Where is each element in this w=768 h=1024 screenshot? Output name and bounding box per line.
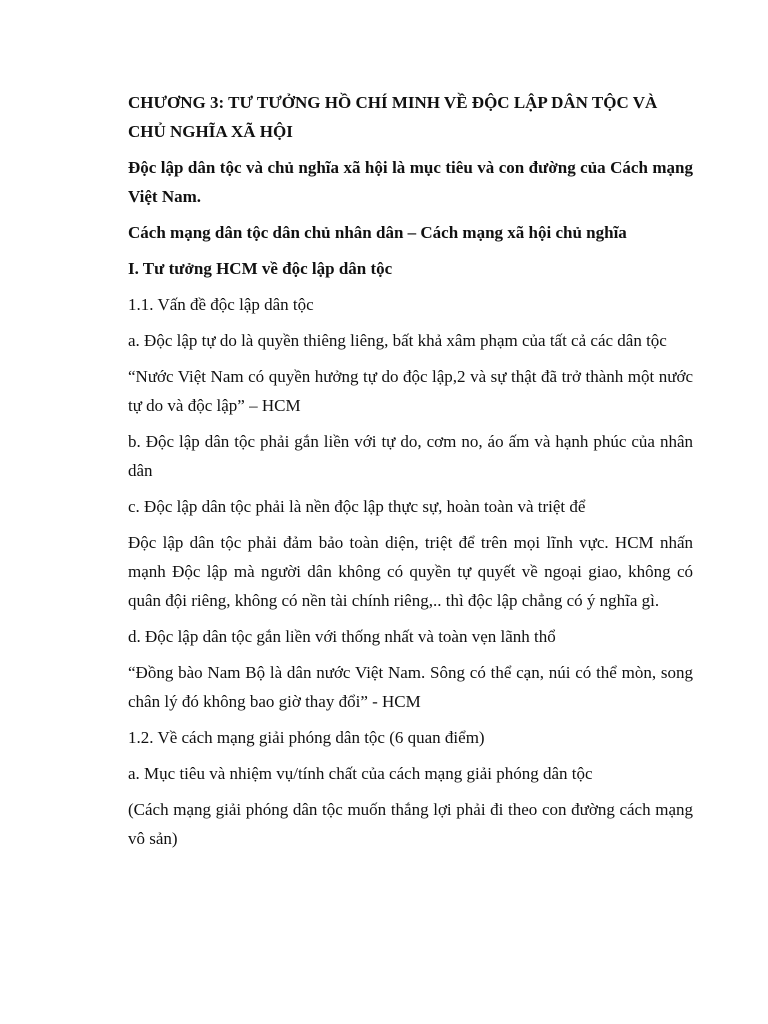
section-heading-1: I. Tư tưởng HCM về độc lập dân tộc <box>128 259 393 278</box>
quote-southern-compatriots: “Đồng bào Nam Bộ là dân nước Việt Nam. Sông có thể cạn, núi có thể mòn, song chân lý đó không bao giờ thay đổi” - HCM <box>128 663 693 711</box>
point-b-freedom: b. Độc lập dân tộc phải gắn liền với tự do, cơm no, áo ấm và hạnh phúc của nhân dân <box>128 432 693 480</box>
paragraph-proletarian-path: (Cách mạng giải phóng dân tộc muốn thắng lợi phải đi theo con đường cách mạng vô sản) <box>128 800 693 848</box>
point-d-territorial-unity: d. Độc lập dân tộc gắn liền với thống nhất và toàn vẹn lãnh thổ <box>128 627 556 646</box>
revolution-phases-heading: Cách mạng dân tộc dân chủ nhân dân – Cách mạng xã hội chủ nghĩa <box>128 223 627 242</box>
point-c-true-independence: c. Độc lập dân tộc phải là nền độc lập thực sự, hoàn toàn và triệt để <box>128 497 586 516</box>
chapter-title: CHƯƠNG 3: TƯ TƯỞNG HỒ CHÍ MINH VỀ ĐỘC LẬP DÂN TỘC VÀ CHỦ NGHĨA XÃ HỘI <box>128 93 658 141</box>
point-a-independence: a. Độc lập tự do là quyền thiêng liêng, bất khả xâm phạm của tất cả các dân tộc <box>128 331 667 350</box>
quote-independence: “Nước Việt Nam có quyền hưởng tự do độc lập,2 và sự thật đã trở thành một nước tự do và độc lập” – HCM <box>128 367 693 415</box>
subsection-heading-1-1: 1.1. Vấn đề độc lập dân tộc <box>128 295 314 314</box>
intro-bold-statement: Độc lập dân tộc và chủ nghĩa xã hội là mục tiêu và con đường của Cách mạng Việt Nam. <box>128 158 693 206</box>
paragraph-comprehensive-independence: Độc lập dân tộc phải đảm bảo toàn diện, triệt để trên mọi lĩnh vực. HCM nhấn mạnh Độc lập mà người dân không có quyền tự quyết về ngoại giao, không có quân đội riêng, không có nền tài chính riêng,.. thì độc lập chẳng có ý nghĩa gì. <box>128 533 693 610</box>
document-page <box>128 88 693 860</box>
point-a-goals-tasks: a. Mục tiêu và nhiệm vụ/tính chất của cách mạng giải phóng dân tộc <box>128 764 593 783</box>
subsection-heading-1-2: 1.2. Về cách mạng giải phóng dân tộc (6 quan điểm) <box>128 728 485 747</box>
